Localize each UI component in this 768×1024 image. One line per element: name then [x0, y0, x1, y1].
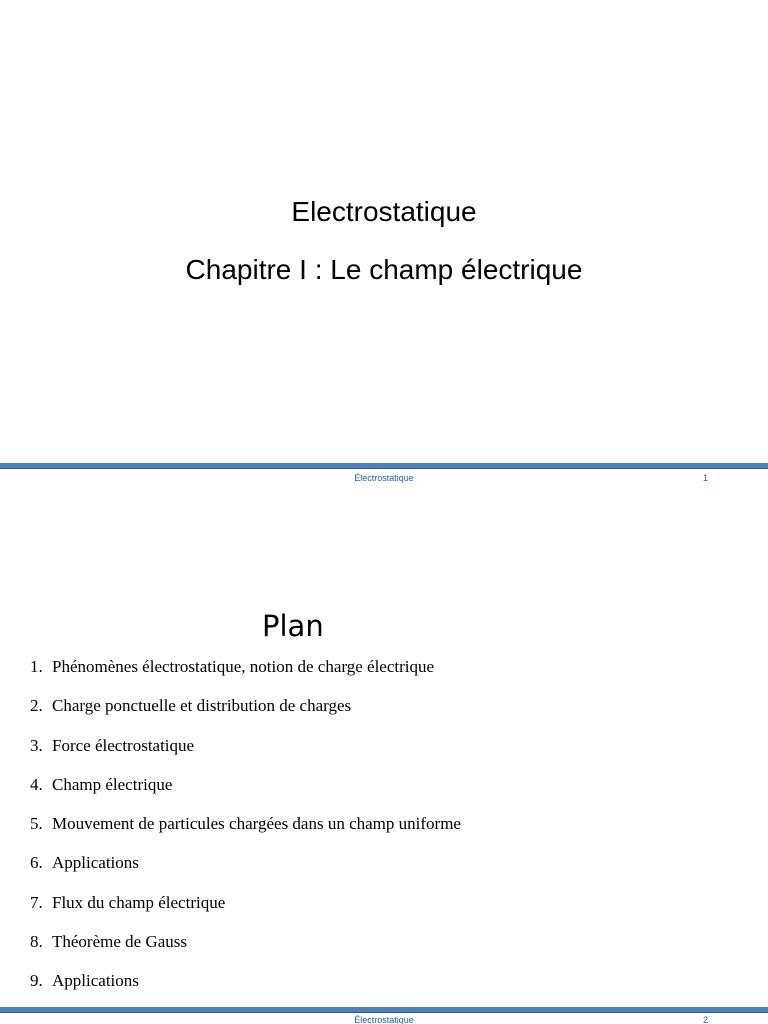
list-item	[30, 696, 461, 735]
list-item-number: 2.	[30, 696, 43, 716]
plan-list	[30, 657, 461, 1011]
list-item-text: Applications	[52, 971, 139, 991]
list-item-number: 9.	[30, 971, 43, 991]
footer-title: Électrostatique	[354, 473, 414, 483]
list-item-text: Force électrostatique	[52, 735, 195, 755]
plan-heading: Plan	[262, 609, 324, 643]
list-item-text: Phénomènes électrostatique, notion de charge électrique	[52, 657, 435, 676]
footer-divider	[0, 463, 768, 469]
list-item-text: Mouvement de particules chargées dans un champ uniforme	[52, 814, 461, 834]
list-item-text: Champ électrique	[52, 774, 173, 794]
list-item-text: Théorème de Gauss	[52, 932, 188, 952]
list-item-number: 5.	[30, 814, 43, 834]
slide-subtitle: Chapitre I : Le champ électrique	[185, 254, 583, 285]
footer-title: Électrostatique	[354, 1015, 414, 1024]
list-item-text: Charge ponctuelle et distribution de charges	[52, 696, 352, 716]
list-item-text: Flux du champ électrique	[52, 892, 226, 912]
list-item	[30, 893, 461, 932]
list-item	[30, 853, 461, 892]
page-number: 1	[703, 473, 709, 483]
list-item-number: 8.	[30, 932, 43, 952]
list-item-number: 7.	[30, 892, 43, 912]
list-item-number: 1.	[30, 657, 43, 676]
slide-title: Electrostatique	[291, 196, 477, 227]
list-item	[30, 932, 461, 971]
list-item-number: 6.	[30, 853, 43, 873]
list-item	[30, 775, 461, 814]
list-item	[30, 657, 461, 696]
list-item	[30, 736, 461, 775]
list-item-text: Applications	[52, 853, 139, 873]
list-item-number: 4.	[30, 774, 43, 794]
footer-divider	[0, 1007, 768, 1013]
list-item-number: 3.	[30, 735, 43, 755]
list-item	[30, 971, 461, 1010]
page-number: 2	[703, 1015, 709, 1024]
list-item	[30, 814, 461, 853]
